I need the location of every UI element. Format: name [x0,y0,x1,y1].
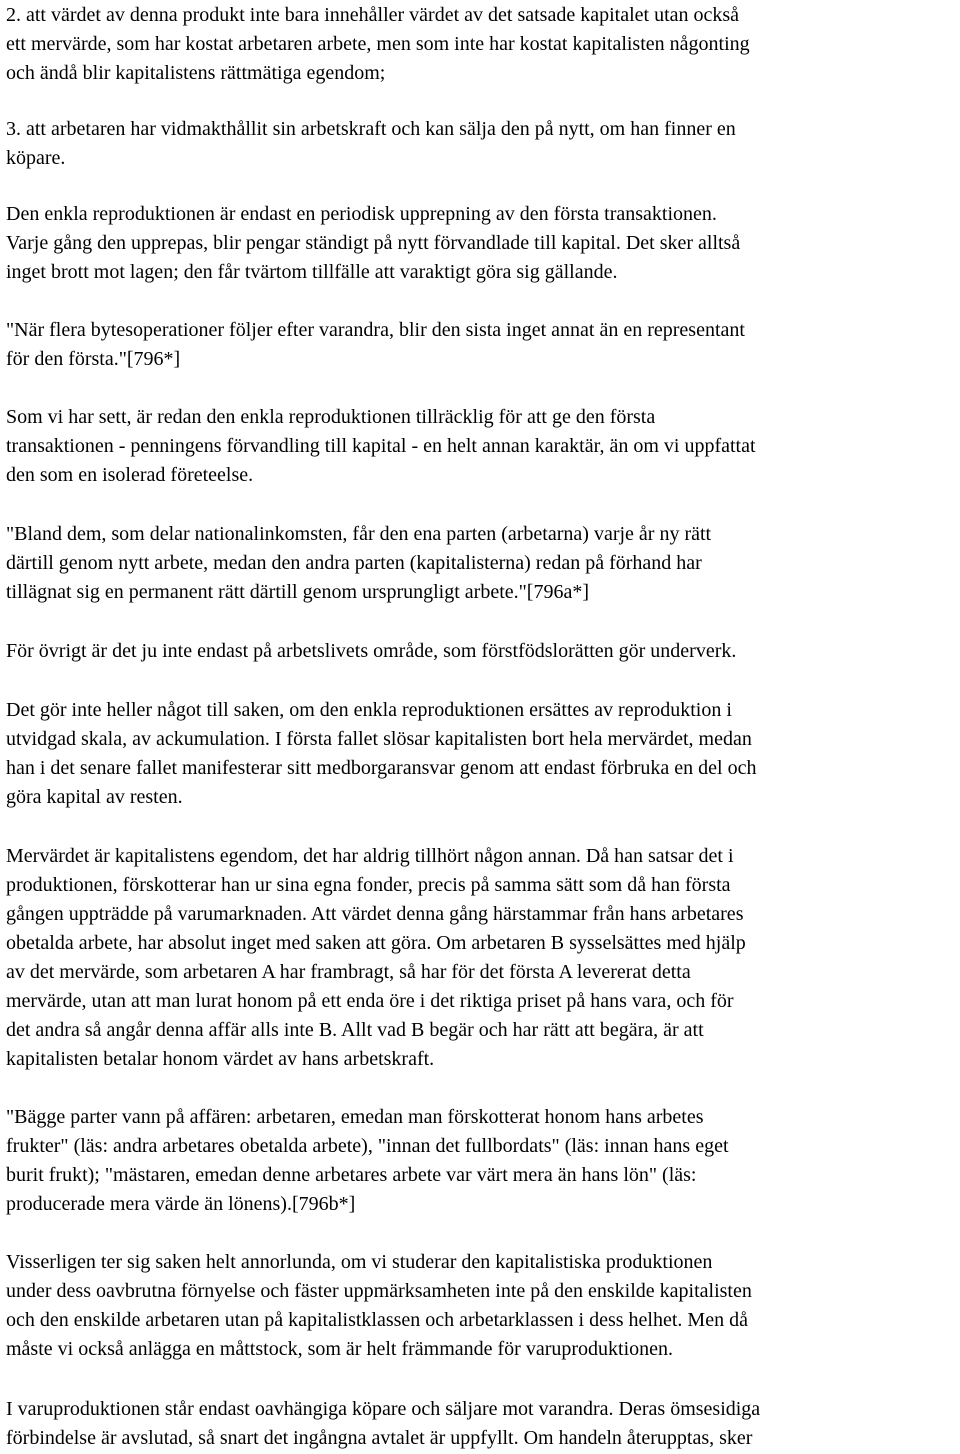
text-line: obetalda arbete, har absolut inget med saken att göra. Om arbetaren B sysselsättes med hjälp [6,932,746,954]
text-line: av det mervärde, som arbetaren A har frambragt, så har för det första A levererat detta [6,961,691,983]
text-line: den som en isolerad företeelse. [6,464,254,486]
text-line: inget brott mot lagen; den får tvärtom tillfälle att varaktigt göra sig gällande. [6,261,618,283]
paragraph [6,520,711,607]
text-line: 2. att värdet av denna produkt inte bara innehåller värdet av det satsade kapitalet utan också [6,4,740,26]
text-line: för den första."[796*] [6,348,181,370]
text-line: produktionen, förskotterar han ur sina egna fonder, precis på samma sätt som då han första [6,874,731,896]
text-line: Den enkla reproduktionen är endast en periodisk upprepning av den första transaktionen. [6,203,717,225]
text-line: och ändå blir kapitalistens rättmätiga egendom; [6,62,386,84]
text-line: Varje gång den upprepas, blir pengar ständigt på nytt förvandlade till kapital. Det sker alltså [6,232,741,254]
text-line: Mervärdet är kapitalistens egendom, det har aldrig tillhört någon annan. Då han satsar det i [6,845,734,867]
text-line: det andra så angår denna affär alls inte B. Allt vad B begär och har rätt att begära, är att [6,1019,704,1041]
paragraph [6,403,756,490]
text-line: För övrigt är det ju inte endast på arbetslivets område, som förstfödslorätten gör underverk. [6,640,737,662]
paragraph [6,1103,729,1219]
paragraph [6,200,740,287]
text-line: "När flera bytesoperationer följer efter varandra, blir den sista inget annat än en representant [6,319,745,341]
text-line: frukter" (läs: andra arbetares obetalda arbete), "innan det fullbordats" (läs: innan hans eget [6,1135,729,1157]
text-line: "Bland dem, som delar nationalinkomsten, får den ena parten (arbetarna) varje år ny rätt [6,523,712,545]
text-line: under dess oavbrutna förnyelse och fäster uppmärksamheten inte på den enskilde kapitalisten [6,1280,752,1302]
text-line: "Bägge parter vann på affären: arbetaren, emedan man förskotterat honom hans arbetes [6,1106,704,1128]
text-line: utvidgad skala, av ackumulation. I första fallet slösar kapitalisten bort hela mervärdet, medan [6,728,752,750]
paragraph [6,637,736,666]
text-line: transaktionen - penningens förvandling till kapital - en helt annan karaktär, än om vi uppfattat [6,435,756,457]
text-line: Som vi har sett, är redan den enkla reproduktionen tillräcklig för att ge den första [6,406,656,428]
text-line: ett mervärde, som har kostat arbetaren arbete, men som inte har kostat kapitalisten någonting [6,33,750,55]
text-line: producerade mera värde än lönens).[796b*] [6,1193,356,1215]
paragraph [6,1395,760,1453]
text-line: Visserligen ter sig saken helt annorlunda, om vi studerar den kapitalistiska produktionen [6,1251,713,1273]
text-line: därtill genom nytt arbete, medan den andra parten (kapitalisterna) redan på förhand har [6,552,702,574]
text-line: och den enskilde arbetaren utan på kapitalistklassen och arbetarklassen i dess helhet. Men då [6,1309,748,1331]
text-line: köpare. [6,147,66,169]
text-line: han i det senare fallet manifesterar sitt medborgaransvar genom att endast förbruka en del och [6,757,757,779]
text-line: göra kapital av resten. [6,786,183,808]
text-line: I varuproduktionen står endast oavhängiga köpare och säljare mot varandra. Deras ömsesidiga [6,1398,761,1420]
text-line: Det gör inte heller något till saken, om den enkla reproduktionen ersättes av reproduktion i [6,699,732,721]
paragraph [6,1,750,88]
text-line: gången uppträdde på varumarknaden. Att värdet denna gång härstammar från hans arbetares [6,903,744,925]
text-line: måste vi också anlägga en måttstock, som är helt främmande för varuproduktionen. [6,1338,674,1360]
paragraph [6,696,756,812]
text-line: kapitalisten betalar honom värdet av hans arbetskraft. [6,1048,435,1070]
text-line: tillägnat sig en permanent rätt därtill genom ursprungligt arbete."[796a*] [6,581,589,603]
paragraph [6,115,736,173]
text-line: förbindelse är avslutad, så snart det ingångna avtalet är uppfyllt. Om handeln återupptas, sker [6,1427,753,1449]
text-line: burit frukt); "mästaren, emedan denne arbetares arbete var värt mera än hans lön" (läs: [6,1164,697,1186]
paragraph [6,316,745,374]
paragraph [6,842,746,1074]
paragraph [6,1248,752,1364]
text-line: 3. att arbetaren har vidmakthållit sin arbetskraft och kan sälja den på nytt, om han finner en [6,118,736,140]
text-line: mervärde, utan att man lurat honom på ett enda öre i det riktiga priset på hans vara, och för [6,990,734,1012]
